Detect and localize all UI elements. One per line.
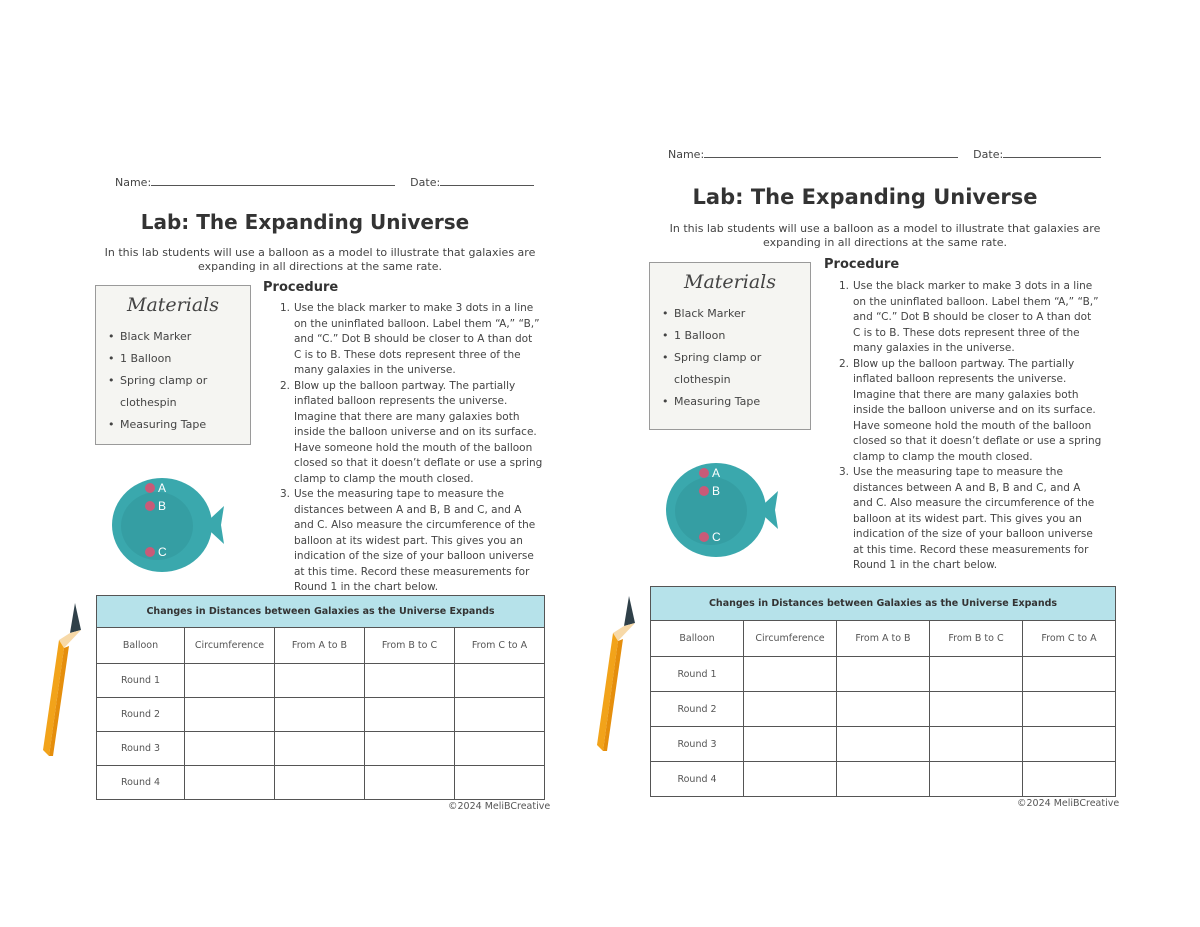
blank-cell[interactable]: [455, 732, 545, 766]
date-label: Date:: [973, 148, 1004, 161]
step-line: and “C.” Dot B should be closer to A than dot: [294, 333, 533, 345]
procedure-step: [280, 301, 565, 379]
blank-cell[interactable]: [455, 766, 545, 800]
column-header: Balloon: [651, 621, 744, 657]
balloon-shade: [121, 492, 193, 560]
round-label: Round 4: [651, 762, 744, 797]
material-item-continued: [108, 392, 250, 414]
blank-cell[interactable]: [275, 732, 365, 766]
galaxy-dot-c: [145, 547, 155, 557]
blank-cell[interactable]: [1023, 692, 1116, 727]
column-header: Balloon: [97, 628, 185, 664]
worksheet-left: [45, 170, 565, 820]
step-line: inflated balloon represents the universe.: [294, 395, 508, 407]
intro-line: expanding in all directions at the same rate.: [198, 260, 442, 273]
materials-box: [95, 285, 251, 445]
worksheet-right: [595, 143, 1135, 818]
blank-cell[interactable]: [365, 698, 455, 732]
material-label: Measuring Tape: [674, 395, 761, 408]
blank-cell[interactable]: [455, 698, 545, 732]
material-label: Spring clamp or: [120, 374, 208, 387]
name-label: Name:: [115, 176, 152, 189]
step-line: Blow up the balloon partway. The partially: [294, 379, 516, 392]
balloon-shade: [675, 477, 747, 545]
column-header: From A to B: [837, 621, 930, 657]
table-row: [651, 657, 1116, 692]
blank-cell[interactable]: [185, 732, 275, 766]
material-label: Spring clamp or: [674, 351, 762, 364]
step-line: Use the black marker to make 3 dots in a line: [853, 280, 1093, 292]
step-line: and “C.” Dot B should be closer to A than dot: [853, 311, 1092, 323]
step-line: indication of the size of your balloon universe: [853, 528, 1093, 540]
table-row: [97, 664, 545, 698]
step-line: and C. Also measure the circumference of the: [853, 497, 1095, 509]
blank-cell[interactable]: [365, 732, 455, 766]
step-number: 3.: [839, 466, 850, 478]
material-label: Black Marker: [120, 330, 192, 343]
blank-cell[interactable]: [930, 727, 1023, 762]
step-number: 2.: [280, 379, 291, 392]
date-blank: [1003, 157, 1101, 158]
material-label: 1 Balloon: [120, 352, 172, 365]
step-line: at this time. Record these measurements for: [853, 543, 1089, 556]
blank-cell[interactable]: [185, 664, 275, 698]
procedure-step: [839, 357, 1129, 466]
table-caption: Changes in Distances between Galaxies as the Universe Expands: [651, 587, 1116, 621]
blank-cell[interactable]: [185, 698, 275, 732]
galaxy-dot-b: [145, 501, 155, 511]
column-header: Circumference: [744, 621, 837, 657]
measurements-table: [650, 586, 1116, 797]
material-item: • 1 Balloon: [662, 329, 726, 342]
galaxy-label-c: C: [158, 545, 167, 559]
material-label: clothespin: [120, 396, 177, 409]
blank-cell[interactable]: [365, 664, 455, 698]
step-line: many galaxies in the universe.: [853, 342, 1015, 354]
name-date-line: [115, 176, 534, 189]
step-line: C is to B. These dots represent three of the: [294, 348, 521, 361]
blank-cell[interactable]: [744, 762, 837, 797]
step-line: Have someone hold the mouth of the balloon: [853, 419, 1092, 432]
blank-cell[interactable]: [744, 727, 837, 762]
round-label: Round 1: [97, 664, 185, 698]
column-header: From B to C: [365, 628, 455, 664]
material-item: • 1 Balloon: [108, 352, 172, 365]
step-line: balloon at its widest part. This gives you an: [294, 534, 523, 547]
column-header: Circumference: [185, 628, 275, 664]
column-header: From C to A: [455, 628, 545, 664]
step-line: and C. Also measure the circumference of the: [294, 519, 536, 531]
name-label: Name:: [668, 148, 705, 161]
step-line: balloon at its widest part. This gives you an: [853, 512, 1082, 525]
galaxy-label-c: C: [712, 530, 721, 544]
procedure-step: [280, 379, 565, 488]
step-line: inside the balloon universe and on its surface.: [853, 404, 1096, 416]
step-line: clamp to clamp the mouth closed.: [853, 450, 1033, 463]
column-header: From C to A: [1023, 621, 1116, 657]
blank-cell[interactable]: [837, 657, 930, 692]
table-header-row: [97, 628, 545, 664]
step-line: distances between A and B, B and C, and A: [853, 481, 1081, 494]
balloon-illustration: [661, 455, 811, 565]
intro-line: In this lab students will use a balloon as a model to illustrate that galaxies are: [104, 246, 536, 259]
materials-list: [650, 303, 810, 413]
round-label: Round 4: [97, 766, 185, 800]
blank-cell[interactable]: [275, 766, 365, 800]
step-line: Use the black marker to make 3 dots in a line: [294, 302, 534, 314]
step-line: clamp to clamp the mouth closed.: [294, 472, 474, 485]
step-number: 1.: [280, 302, 291, 314]
balloon-illustration: [107, 470, 257, 580]
round-label: Round 1: [651, 657, 744, 692]
copyright: ©2024 MeliBCreative: [1017, 798, 1120, 809]
blank-cell[interactable]: [837, 762, 930, 797]
step-number: 2.: [839, 357, 850, 370]
step-line: Use the measuring tape to measure the: [853, 466, 1063, 478]
galaxy-label-b: B: [712, 484, 721, 498]
intro-line: expanding in all directions at the same rate.: [763, 236, 1007, 249]
blank-cell[interactable]: [930, 692, 1023, 727]
round-label: Round 3: [651, 727, 744, 762]
name-blank: [151, 185, 395, 186]
step-line: closed so that it doesn’t deflate or use a spring: [294, 457, 543, 469]
blank-cell[interactable]: [365, 766, 455, 800]
step-line: Imagine that there are many galaxies both: [294, 410, 520, 423]
procedure-step: [280, 487, 565, 596]
pencil-icon: [595, 593, 637, 753]
galaxy-dot-a: [145, 483, 155, 493]
blank-cell[interactable]: [744, 692, 837, 727]
blank-cell[interactable]: [930, 762, 1023, 797]
procedure-step: [839, 465, 1129, 574]
column-header: From A to B: [275, 628, 365, 664]
name-blank: [704, 157, 958, 158]
step-line: Imagine that there are many galaxies both: [853, 388, 1079, 401]
table-header-row: [651, 621, 1116, 657]
materials-title: Materials: [127, 294, 219, 316]
step-line: indication of the size of your balloon universe: [294, 550, 534, 562]
procedure-title: Procedure: [263, 280, 339, 295]
procedure-step: [839, 279, 1129, 357]
material-item: • Spring clamp or: [662, 351, 762, 364]
lab-title: Lab: The Expanding Universe: [140, 210, 470, 234]
step-number: 3.: [280, 488, 291, 500]
intro-line: In this lab students will use a balloon as a model to illustrate that galaxies are: [669, 222, 1101, 235]
date-label: Date:: [410, 176, 441, 189]
table-caption: Changes in Distances between Galaxies as the Universe Expands: [97, 596, 545, 628]
material-item: • Measuring Tape: [108, 418, 207, 431]
lab-title: Lab: The Expanding Universe: [692, 185, 1038, 209]
material-item: • Measuring Tape: [662, 395, 761, 408]
date-blank: [440, 185, 534, 186]
blank-cell[interactable]: [930, 657, 1023, 692]
material-label: clothespin: [674, 373, 731, 386]
table-row: [651, 692, 1116, 727]
procedure-title: Procedure: [824, 257, 900, 272]
blank-cell[interactable]: [1023, 657, 1116, 692]
blank-cell[interactable]: [275, 664, 365, 698]
measurements-table: [96, 595, 545, 800]
step-line: inside the balloon universe and on its surface.: [294, 426, 537, 438]
galaxy-dot-a: [699, 468, 709, 478]
procedure-steps: [839, 279, 1129, 574]
material-item: • Black Marker: [108, 330, 192, 343]
material-item-continued: [662, 369, 810, 391]
blank-cell[interactable]: [837, 692, 930, 727]
round-label: Round 2: [97, 698, 185, 732]
blank-cell[interactable]: [744, 657, 837, 692]
material-item: • Black Marker: [662, 307, 746, 320]
blank-cell[interactable]: [837, 727, 930, 762]
step-line: at this time. Record these measurements for: [294, 565, 530, 578]
table-row: [651, 762, 1116, 797]
table-row: [651, 727, 1116, 762]
step-number: 1.: [839, 280, 850, 292]
step-line: on the uninflated balloon. Label them “A,” “B,”: [853, 295, 1099, 308]
material-label: Black Marker: [674, 307, 746, 320]
blank-cell[interactable]: [1023, 727, 1116, 762]
table-row: [97, 732, 545, 766]
materials-box: [649, 262, 811, 430]
galaxy-dot-b: [699, 486, 709, 496]
step-line: Round 1 in the chart below.: [294, 581, 439, 593]
balloon-knot: [211, 506, 224, 544]
round-label: Round 2: [651, 692, 744, 727]
galaxy-dot-c: [699, 532, 709, 542]
step-line: distances between A and B, B and C, and A: [294, 503, 522, 516]
step-line: on the uninflated balloon. Label them “A,” “B,”: [294, 317, 540, 330]
materials-list: [96, 326, 250, 436]
material-label: Measuring Tape: [120, 418, 207, 431]
step-line: many galaxies in the universe.: [294, 364, 456, 376]
step-line: Blow up the balloon partway. The partially: [853, 357, 1075, 370]
table-row: [97, 698, 545, 732]
galaxy-label-a: A: [158, 481, 167, 495]
galaxy-label-a: A: [712, 466, 721, 480]
materials-title: Materials: [684, 271, 776, 293]
material-item: • Spring clamp or: [108, 374, 208, 387]
round-label: Round 3: [97, 732, 185, 766]
intro-text: [85, 246, 555, 274]
balloon-knot: [765, 491, 778, 529]
blank-cell[interactable]: [275, 698, 365, 732]
step-line: closed so that it doesn’t deflate or use a spring: [853, 435, 1102, 447]
name-date-line: [668, 148, 1101, 161]
step-line: Use the measuring tape to measure the: [294, 488, 504, 500]
galaxy-label-b: B: [158, 499, 167, 513]
column-header: From B to C: [930, 621, 1023, 657]
blank-cell[interactable]: [455, 664, 545, 698]
material-label: 1 Balloon: [674, 329, 726, 342]
table-row: [97, 766, 545, 800]
step-line: C is to B. These dots represent three of the: [853, 326, 1080, 339]
intro-text: [645, 222, 1125, 250]
step-line: Round 1 in the chart below.: [853, 559, 998, 571]
step-line: inflated balloon represents the universe.: [853, 373, 1067, 385]
blank-cell[interactable]: [185, 766, 275, 800]
procedure-steps: [280, 301, 565, 596]
blank-cell[interactable]: [1023, 762, 1116, 797]
copyright: ©2024 MeliBCreative: [448, 801, 551, 812]
step-line: Have someone hold the mouth of the balloon: [294, 441, 533, 454]
pencil-icon: [41, 600, 83, 758]
